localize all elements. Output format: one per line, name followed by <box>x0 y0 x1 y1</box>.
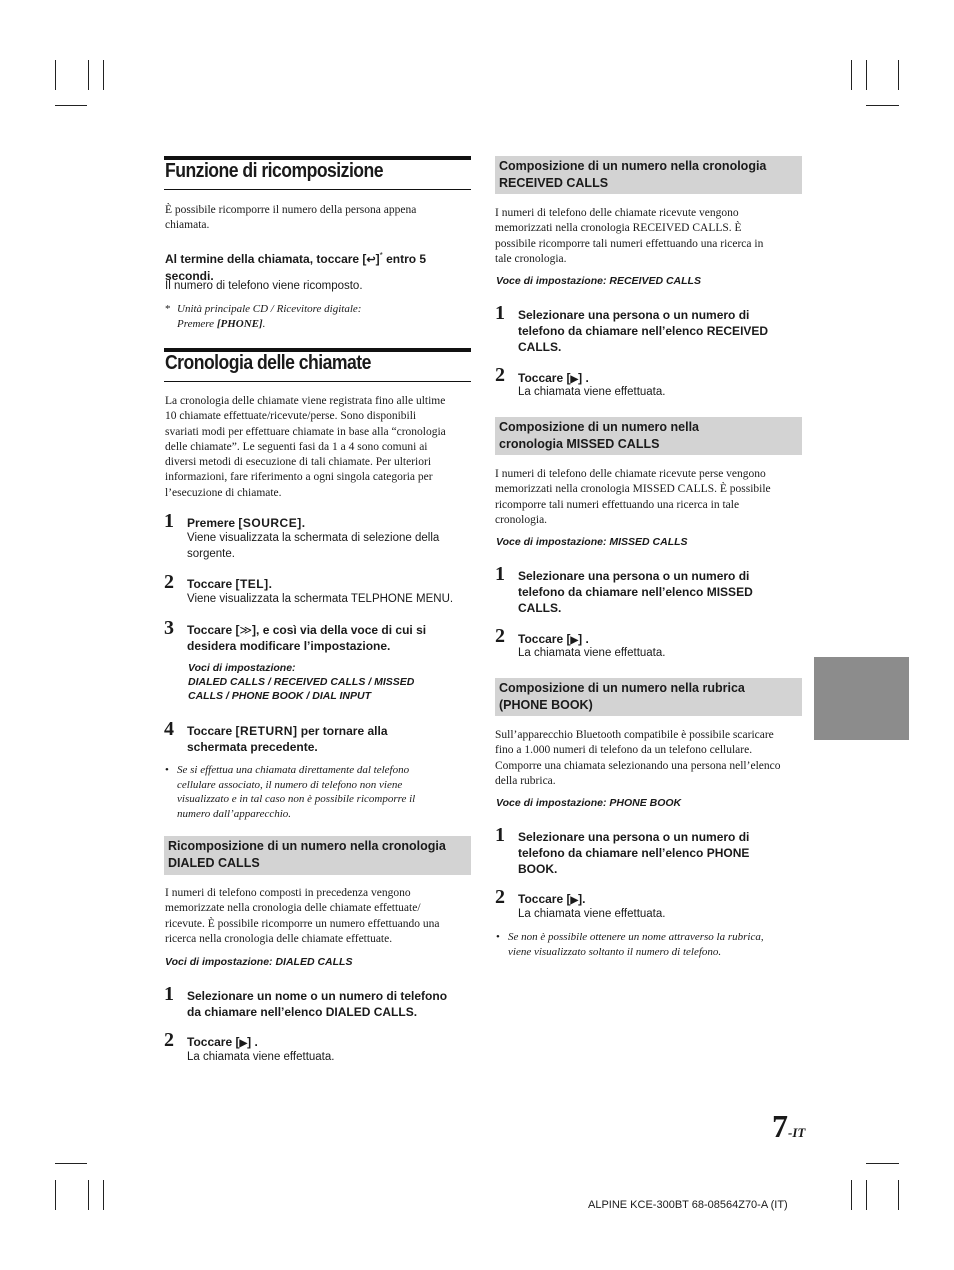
section-rule <box>164 381 471 382</box>
step-instruction: Selezionare una persona o un numero di telefono da chiamare nell’elenco MISSED CALLS. <box>518 569 753 615</box>
page-number: 7-IT <box>772 1108 806 1144</box>
step-instruction: Selezionare una persona o un numero di telefono da chiamare nell’elenco PHONE BOOK. <box>518 830 750 876</box>
play-icon: ▶ <box>570 635 579 646</box>
subsection-head-missed: Composizione di un numero nella cronologia MISSED CALLS <box>495 417 802 455</box>
received-intro: I numeri di telefono delle chiamate ricevute vengono memorizzati nella cronologia RECEIVED CALLS. È possibile ricomporre tali numeri effettuando una ricerca in tale cronologia. <box>495 207 764 265</box>
step-description: Viene visualizzata la schermata di selezione della sorgente. <box>187 532 440 560</box>
crop-mark <box>55 105 87 106</box>
dialed-intro: I numeri di telefono composti in precedenza vengono memorizzate nella cronologia delle chiamate effettuate/ ricevute. È possibile ricomporre un numero effettuando una ricerca nella cronologia delle chiamate effettuate. <box>165 887 440 945</box>
step-number: 3 <box>164 617 174 639</box>
step-number: 2 <box>495 886 505 908</box>
step-number: 1 <box>164 510 174 532</box>
step-instruction: Toccare [▶]. <box>518 892 586 906</box>
thumb-tab <box>814 657 909 740</box>
step-instruction: Toccare [TEL]. <box>187 577 272 591</box>
setting-item: Voce di impostazione: RECEIVED CALLS <box>496 275 701 287</box>
source-key: [SOURCE] <box>238 516 302 530</box>
crop-mark <box>103 1180 104 1210</box>
call-history-note: • Se si effettua una chiamata direttamente dal telefono cellulare associato, il numero di telefono non viene visualizzato e in tal caso non è possibile ricomporre il numero dall’apparecchio. <box>165 764 416 820</box>
step-number: 1 <box>164 983 174 1005</box>
phonebook-intro: Sull’apparecchio Bluetooth compatibile è possibile scaricare fino a 1.000 numeri di telefono da un telefono cellulare. Comporre una chiamata selezionando una persona nell’elenco della rubrica. <box>495 729 781 787</box>
redial-result: Il numero di telefono viene ricomposto. <box>165 280 363 292</box>
subsection-head-phonebook: Composizione di un numero nella rubrica (PHONE BOOK) <box>495 678 802 716</box>
step-instruction: Toccare [▶] . <box>187 1035 258 1049</box>
play-icon: ▶ <box>570 374 579 385</box>
crop-mark <box>88 60 89 90</box>
step-instruction: Premere [SOURCE]. <box>187 516 306 530</box>
section-title-call-history: Cronologia delle chiamate <box>165 352 371 374</box>
step-instruction: Selezionare una persona o un numero di telefono da chiamare nell’elenco RECEIVED CALLS. <box>518 308 769 354</box>
step-description: Viene visualizzata la schermata TELPHONE MENU. <box>187 593 454 605</box>
step-instruction: Toccare [RETURN] per tornare alla schermata precedente. <box>187 724 388 754</box>
crop-mark <box>866 60 867 90</box>
crop-mark <box>851 1180 852 1210</box>
section-rule <box>164 189 471 190</box>
forward-icon: ≫ <box>239 623 253 637</box>
crop-mark <box>55 1163 87 1164</box>
setting-item: Voce di impostazione: PHONE BOOK <box>496 797 682 809</box>
redial-icon: ↩ <box>366 254 376 266</box>
play-icon: ▶ <box>570 895 579 906</box>
crop-mark <box>898 1180 899 1210</box>
step-instruction: Toccare [▶] . <box>518 371 589 385</box>
step-number: 1 <box>495 302 505 324</box>
crop-mark <box>88 1180 89 1210</box>
setting-items: Voci di impostazione: DIALED CALLS / RECEIVED CALLS / MISSED CALLS / PHONE BOOK / DIAL INPUT <box>188 662 415 702</box>
step-number: 4 <box>164 718 174 740</box>
redial-note: * Unità principale CD / Ricevitore digitale: Premere [PHONE]. <box>165 303 362 330</box>
setting-item: Voci di impostazione: DIALED CALLS <box>165 956 353 968</box>
crop-mark <box>866 1163 899 1164</box>
crop-mark <box>55 1180 56 1210</box>
phonebook-note: • Se non è possibile ottenere un nome attraverso la rubrica, viene visualizzato soltanto il numero di telefono. <box>496 931 764 958</box>
step-number: 2 <box>164 571 174 593</box>
play-icon: ▶ <box>239 1038 248 1049</box>
step-number: 2 <box>495 364 505 386</box>
crop-mark <box>866 105 899 106</box>
redial-instruction: Al termine della chiamata, toccare [↩]* entro 5 secondi. <box>165 251 427 283</box>
step-instruction: Toccare [▶] . <box>518 632 589 646</box>
step-description: La chiamata viene effettuata. <box>518 386 666 398</box>
step-description: La chiamata viene effettuata. <box>518 647 666 659</box>
step-instruction: Selezionare un nome o un numero di telefono da chiamare nell’elenco DIALED CALLS. <box>187 989 448 1019</box>
crop-mark <box>866 1180 867 1210</box>
step-description: La chiamata viene effettuata. <box>518 908 666 920</box>
missed-intro: I numeri di telefono delle chiamate ricevute perse vengono memorizzati nella cronologia MISSED CALLS. È possibile ricomporre tali numeri effettuando una ricerca in tale cronologia. <box>495 468 771 526</box>
step-number: 2 <box>164 1029 174 1051</box>
step-description: La chiamata viene effettuata. <box>187 1051 335 1063</box>
crop-mark <box>55 60 56 90</box>
call-history-intro: La cronologia delle chiamate viene registrata fino alle ultime 10 chiamate effettuate/ricevute/perse. Sono disponibili svariati modi per effettuare chiamate in base alla “cronologia delle chiamate”. Le seguenti fasi da 1 a 4 sono comuni ai diversi metodi di esecuzione di tali chiamate. Per ulteriori informazioni, fare riferimento a ogni singola categoria per l’esecuzione di chiamate. <box>165 395 446 499</box>
redial-intro: È possibile ricomporre il numero della persona appena chiamata. <box>165 204 417 232</box>
crop-mark <box>851 60 852 90</box>
step-number: 1 <box>495 824 505 846</box>
doc-code: ALPINE KCE-300BT 68-08564Z70-A (IT) <box>588 1199 788 1211</box>
step-instruction: Toccare [≫], e così via della voce di cui si desidera modificare l’impostazione. <box>187 623 427 653</box>
step-number: 1 <box>495 563 505 585</box>
section-title-redial: Funzione di ricomposizione <box>165 160 384 182</box>
crop-mark <box>898 60 899 90</box>
subsection-head-received: Composizione di un numero nella cronologia RECEIVED CALLS <box>495 156 802 194</box>
step-number: 2 <box>495 625 505 647</box>
subsection-head-dialed: Ricomposizione di un numero nella cronologia DIALED CALLS <box>164 836 471 875</box>
crop-mark <box>103 60 104 90</box>
return-key: [RETURN] <box>235 724 298 738</box>
tel-key: [TEL] <box>235 577 269 591</box>
setting-item: Voce di impostazione: MISSED CALLS <box>496 536 688 548</box>
